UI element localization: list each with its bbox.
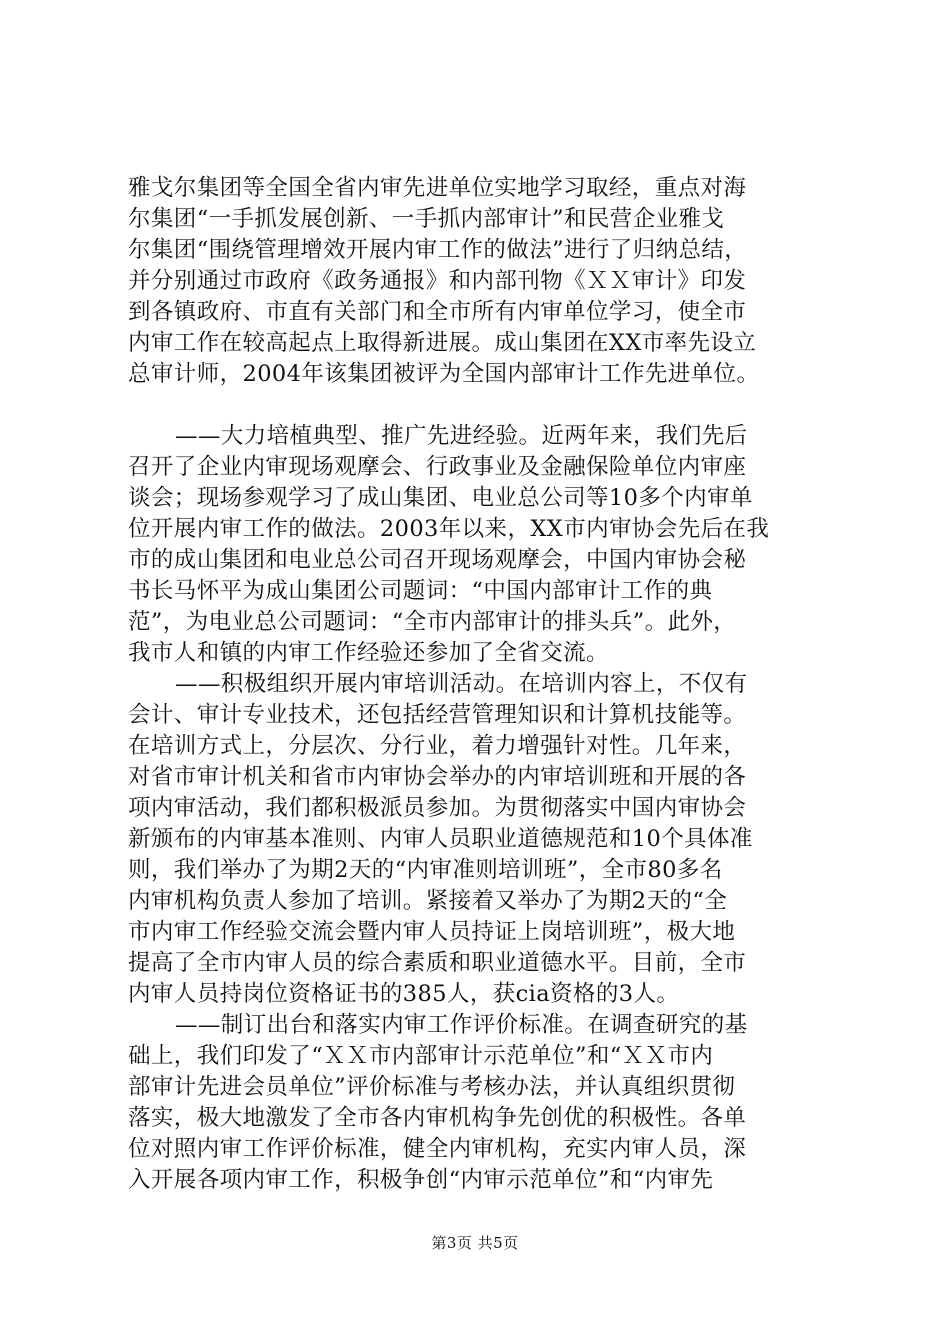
text-line: 谈会；现场参观学习了成山集团、电业总公司等10多个内审单 — [128, 485, 753, 511]
text-line: 础上，我们印发了“ＸＸ市内部审计示范单位”和“ＸＸ市内 — [128, 1043, 714, 1069]
text-line: 提高了全市内审人员的综合素质和职业道德水平。目前，全市 — [128, 950, 747, 976]
text-line: 总审计师，2004年该集团被评为全国内部审计工作先进单位。 — [128, 361, 760, 387]
text-line: 位对照内审工作评价标准，健全内审机构，充实内审人员，深 — [128, 1136, 747, 1162]
text-line: 市内审工作经验交流会暨内审人员持证上岗培训班”，极大地 — [128, 919, 736, 945]
paragraph-3 — [128, 669, 838, 1010]
text-line: ——大力培植典型、推广先进经验。近两年来，我们先后 — [175, 423, 748, 449]
text-line: 范”，为电业总公司题词：“全市内部审计的排头兵”。此外， — [128, 609, 737, 635]
text-line: 市的成山集团和电业总公司召开现场观摩会，中国内审协会秘 — [128, 547, 747, 573]
text-line: 雅戈尔集团等全国全省内审先进单位实地学习取经，重点对海 — [128, 175, 747, 201]
text-line: 尔集团“围绕管理增效开展内审工作的做法”进行了归纳总结， — [128, 237, 748, 263]
text-line: 并分别通过市政府《政务通报》和内部刊物《ＸＸ审计》印发 — [128, 268, 747, 294]
paragraph-1 — [128, 173, 838, 390]
text-line: 对省市审计机关和省市内审协会举办的内审培训班和开展的各 — [128, 764, 747, 790]
text-line: 则，我们举办了为期2天的“内审准则培训班”，全市80多名 — [128, 857, 723, 883]
text-line: 内审人员持岗位资格证书的385人，获cia资格的3人。 — [128, 981, 680, 1007]
text-line: 在培训方式上，分层次、分行业，着力增强针对性。几年来， — [128, 733, 747, 759]
text-line: 尔集团“一手抓发展创新、一手抓内部审计”和民营企业雅戈 — [128, 206, 725, 232]
text-line: ——制订出台和落实内审工作评价标准。在调查研究的基 — [175, 1012, 748, 1038]
paragraph-spacer — [128, 390, 838, 421]
text-line: 召开了企业内审现场观摩会、行政事业及金融保险单位内审座 — [128, 454, 747, 480]
paragraph-4 — [128, 1010, 838, 1196]
text-line: 到各镇政府、市直有关部门和全市所有内审单位学习，使全市 — [128, 299, 747, 325]
text-line: 新颁布的内审基本准则、内审人员职业道德规范和10个具体准 — [128, 826, 753, 852]
text-line: 会计、审计专业技术，还包括经营管理知识和计算机技能等。 — [128, 702, 747, 728]
document-body — [128, 173, 838, 1196]
page-number-footer: 第3页 共5页 — [431, 1234, 519, 1252]
text-line: 内审机构负责人参加了培训。紧接着又举办了为期2天的“全 — [128, 888, 728, 914]
text-line: 书长马怀平为成山集团公司题词：“中国内部审计工作的典 — [128, 578, 713, 604]
text-line: 部审计先进会员单位”评价标准与考核办法，并认真组织贯彻 — [128, 1074, 736, 1100]
text-line: 内审工作在较高起点上取得新进展。成山集团在XX市率先设立 — [128, 330, 757, 356]
text-line: ——积极组织开展内审培训活动。在培训内容上，不仅有 — [175, 671, 748, 697]
text-line: 项内审活动，我们都积极派员参加。为贯彻落实中国内审协会 — [128, 795, 747, 821]
text-line: 位开展内审工作的做法。2003年以来，XX市内审协会先后在我 — [128, 516, 770, 542]
paragraph-2 — [128, 421, 838, 669]
text-line: 我市人和镇的内审工作经验还参加了全省交流。 — [128, 640, 609, 666]
text-line: 入开展各项内审工作，积极争创“内审示范单位”和“内审先 — [128, 1167, 714, 1193]
text-line: 落实，极大地激发了全市各内审机构争先创优的积极性。各单 — [128, 1105, 747, 1131]
